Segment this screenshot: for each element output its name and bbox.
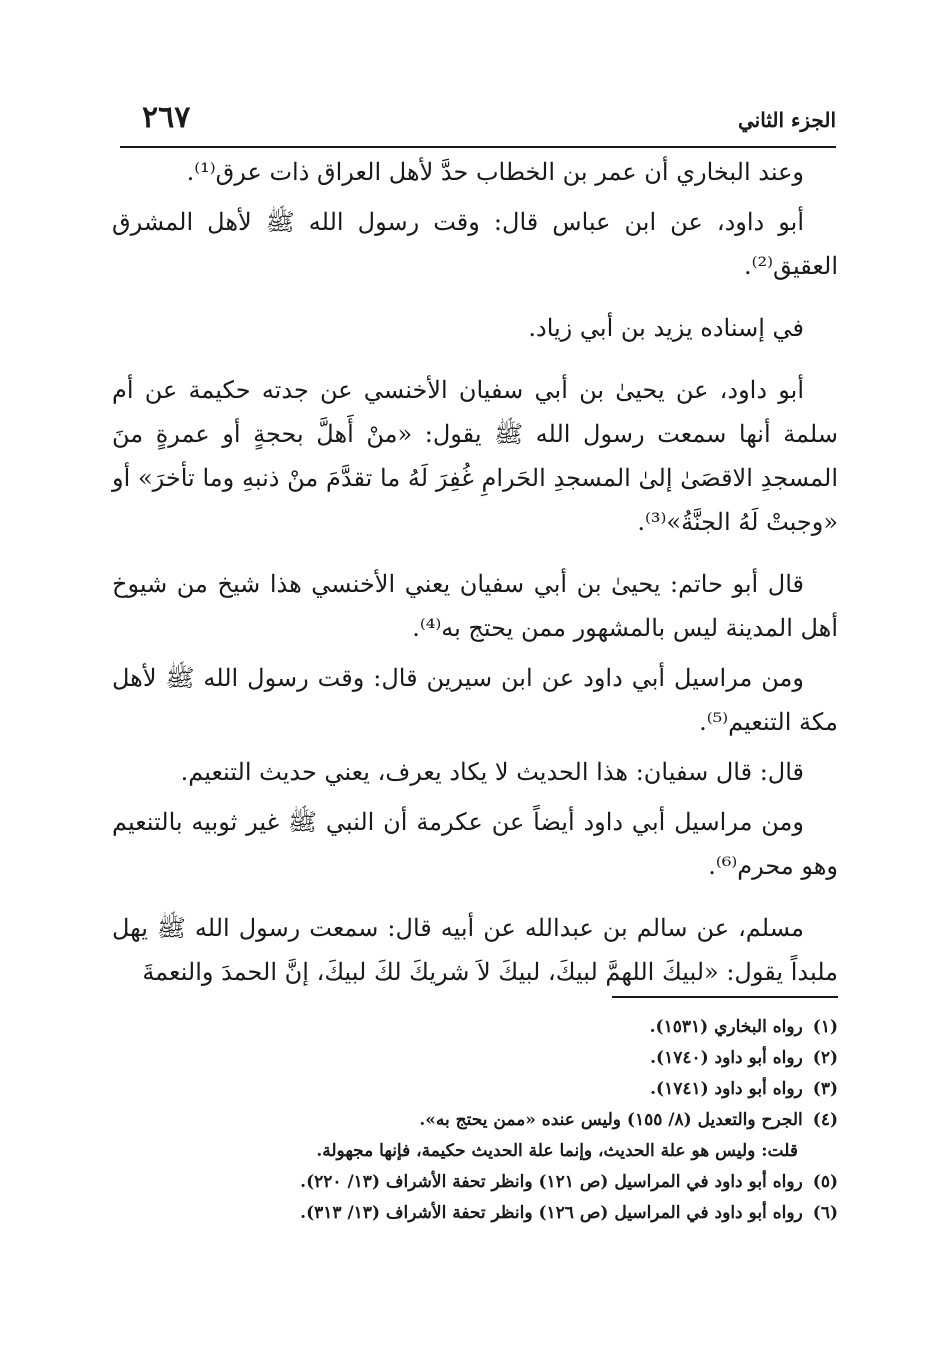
footnote xyxy=(112,1074,838,1105)
paragraph: قال: قال سفيان: هذا الحديث لا يكاد يعرف، يعني حديث التنعيم. xyxy=(180,758,804,786)
footnotes xyxy=(112,1012,838,1229)
footnote xyxy=(112,1198,838,1229)
footnote-separator xyxy=(612,996,838,998)
footnote-text: رواه البخاري (١٥٣١). xyxy=(649,1017,803,1037)
footnote-text: الجرح والتعديل (٨/ ١٥٥) وليس عنده «ممن يحتج به». xyxy=(419,1110,803,1130)
paragraph: أبو داود، عن يحيىٰ بن أبي سفيان الأخنسي عن جدته حكيمة عن أم سلمة أنها سمعت رسول الله ﷺ يقول: «منْ أَهلَّ بحجةٍ أو عمرةٍ منَ المسجدِ الاقصَىٰ إلىٰ المسجدِ الحَرامِ غُفِرَ لَهُ ما تقدَّمَ منْ ذنبهِ وما تأخرَ» أو «وجبتْ لَهُ الجنَّةُ»⁽³⁾. xyxy=(112,376,838,536)
footnote-text: رواه أبو داود (١٧٤٠). xyxy=(650,1048,803,1068)
paragraph: في إسناده يزيد بن أبي زياد. xyxy=(528,314,804,342)
page-header xyxy=(120,96,836,148)
footnote xyxy=(112,1105,838,1136)
footnote xyxy=(112,1167,838,1198)
footnote-number: (٦) xyxy=(812,1203,838,1223)
main-text xyxy=(112,150,838,994)
paragraph: قال أبو حاتم: يحيىٰ بن أبي سفيان يعني الأخنسي هذا شيخ من شيوخ أهل المدينة ليس بالمشهور ممن يحتج به⁽⁴⁾. xyxy=(112,570,838,642)
footnote-number: (٤) xyxy=(812,1110,838,1130)
footnote-text: قلت: وليس هو علة الحديث، وإنما علة الحديث حكيمة، فإنها مجهولة. xyxy=(316,1141,798,1161)
footnote-text: رواه أبو داود (١٧٤١). xyxy=(650,1079,803,1099)
paragraph: أبو داود، عن ابن عباس قال: وقت رسول الله ﷺ لأهل المشرق العقيق⁽²⁾. xyxy=(112,208,838,280)
running-title: الجزء الثاني xyxy=(738,108,836,132)
paragraph: ومن مراسيل أبي داود عن ابن سيرين قال: وقت رسول الله ﷺ لأهل مكة التنعيم⁽⁵⁾. xyxy=(112,664,838,736)
page-number: ٢٦٧ xyxy=(142,100,191,135)
footnote-continuation xyxy=(112,1136,838,1167)
footnote xyxy=(112,1012,838,1043)
footnote-text: رواه أبو داود في المراسيل (ص ١٢٦) وانظر تحفة الأشراف (١٣/ ٣١٣). xyxy=(300,1203,803,1223)
footnote-number: (٥) xyxy=(812,1172,838,1192)
footnote-text: رواه أبو داود في المراسيل (ص ١٢١) وانظر تحفة الأشراف (١٣/ ٢٢٠). xyxy=(300,1172,803,1192)
paragraph: مسلم، عن سالم بن عبدالله عن أبيه قال: سمعت رسول الله ﷺ يهل ملبداً يقول: «لبيكَ اللهمَّ لبيكَ، لبيكَ لاَ شريكَ لكَ لبيكَ، إنَّ الحمدَ والنعمةَ xyxy=(112,914,838,986)
footnote-number: (١) xyxy=(812,1017,838,1037)
footnote-number: (٣) xyxy=(812,1079,838,1099)
footnote xyxy=(112,1043,838,1074)
paragraph: ومن مراسيل أبي داود أيضاً عن عكرمة أن النبي ﷺ غير ثوبيه بالتنعيم وهو محرم⁽⁶⁾. xyxy=(112,808,838,880)
footnote-number: (٢) xyxy=(812,1048,838,1068)
paragraph: وعند البخاري أن عمر بن الخطاب حدَّ لأهل العراق ذات عرق⁽¹⁾. xyxy=(186,158,804,186)
